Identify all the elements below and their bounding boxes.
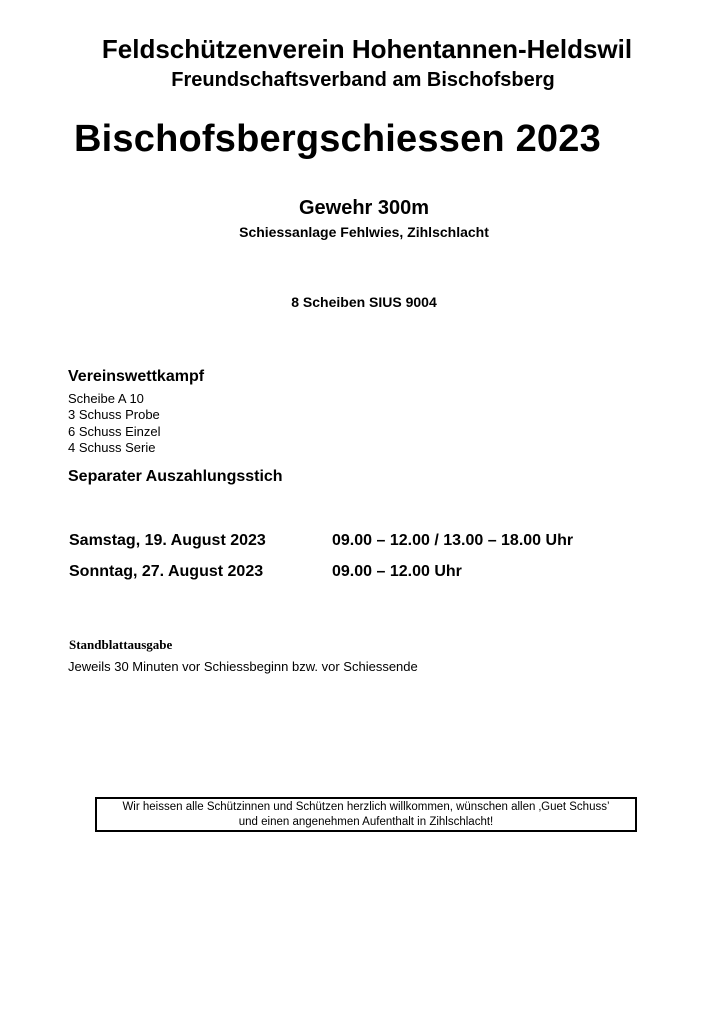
competition-item: 3 Schuss Probe <box>68 407 160 422</box>
schedule-time: 09.00 – 12.00 Uhr <box>332 563 462 580</box>
event-title: Bischofsbergschiessen 2023 <box>74 118 601 160</box>
welcome-line: Wir heissen alle Schützinnen und Schützen herzlich willkommen, wünschen allen ‚Guet Schuss’ <box>122 801 610 813</box>
venue: Schiessanlage Fehlwies, Zihlschlacht <box>239 224 489 240</box>
schedule-time: 09.00 – 12.00 / 13.00 – 18.00 Uhr <box>332 532 574 549</box>
competition-item: 6 Schuss Einzel <box>68 424 161 439</box>
targets-info: 8 Scheiben SIUS 9004 <box>291 294 437 310</box>
club-name: Feldschützenverein Hohentannen-Heldswil <box>101 34 633 64</box>
competition-item: 4 Schuss Serie <box>68 440 156 455</box>
schedule-day: Sonntag, 27. August 2023 <box>69 563 264 580</box>
schedule-day: Samstag, 19. August 2023 <box>69 532 266 549</box>
standblatt-text: Jeweils 30 Minuten vor Schiessbeginn bzw. vor Schiessende <box>68 659 418 674</box>
standblatt-heading: Standblattausgabe <box>69 637 173 652</box>
welcome-line: und einen angenehmen Aufenthalt in Zihlschlacht! <box>238 816 494 828</box>
club-competition-heading: Vereinswettkampf <box>68 368 205 385</box>
payout-stich: Separater Auszahlungsstich <box>68 468 283 485</box>
welcome-box <box>95 797 637 832</box>
discipline-name: Gewehr 300m <box>298 197 430 219</box>
competition-item: Scheibe A 10 <box>68 391 144 406</box>
association-name: Freundschaftsverband am Bischofsberg <box>171 69 555 91</box>
